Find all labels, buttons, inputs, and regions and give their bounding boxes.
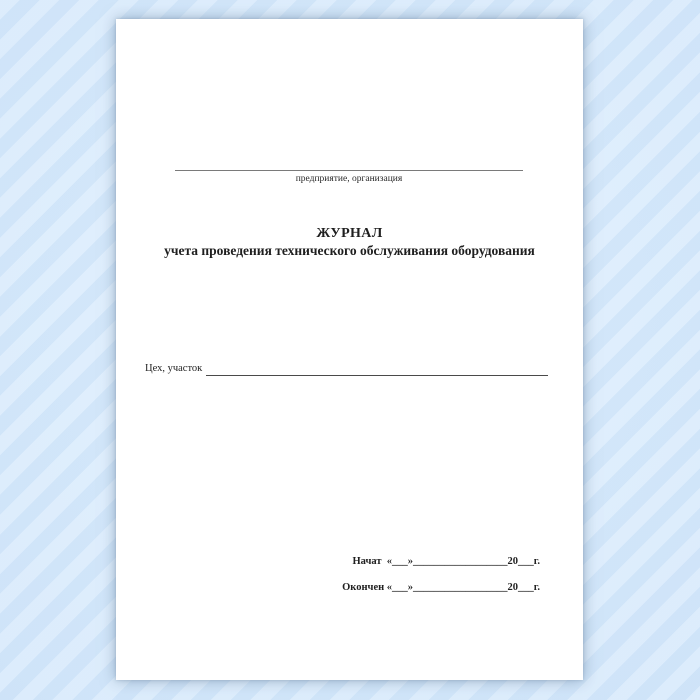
document-title-block [116, 226, 583, 259]
date-finished-label: Окончен [342, 582, 385, 593]
organization-caption: предприятие, организация [295, 174, 403, 184]
dates-block [342, 555, 540, 607]
date-started-row [342, 555, 540, 568]
workshop-field [145, 361, 548, 376]
date-finished-row [342, 581, 540, 594]
date-started-label: Начат [352, 556, 382, 567]
journal-cover-page [116, 19, 583, 680]
date-started-blanks: «___»__________________20___г. [381, 556, 540, 567]
organization-blank-line [175, 159, 523, 171]
workshop-label: Цех, участок [145, 363, 203, 374]
workshop-blank-line [206, 361, 548, 376]
document-subtitle: учета проведения технического обслуживания оборудования [164, 243, 535, 258]
organization-field [175, 159, 523, 185]
date-finished-blanks: «___»__________________20___г. [384, 582, 540, 593]
document-title: ЖУРНАЛ [316, 226, 383, 241]
